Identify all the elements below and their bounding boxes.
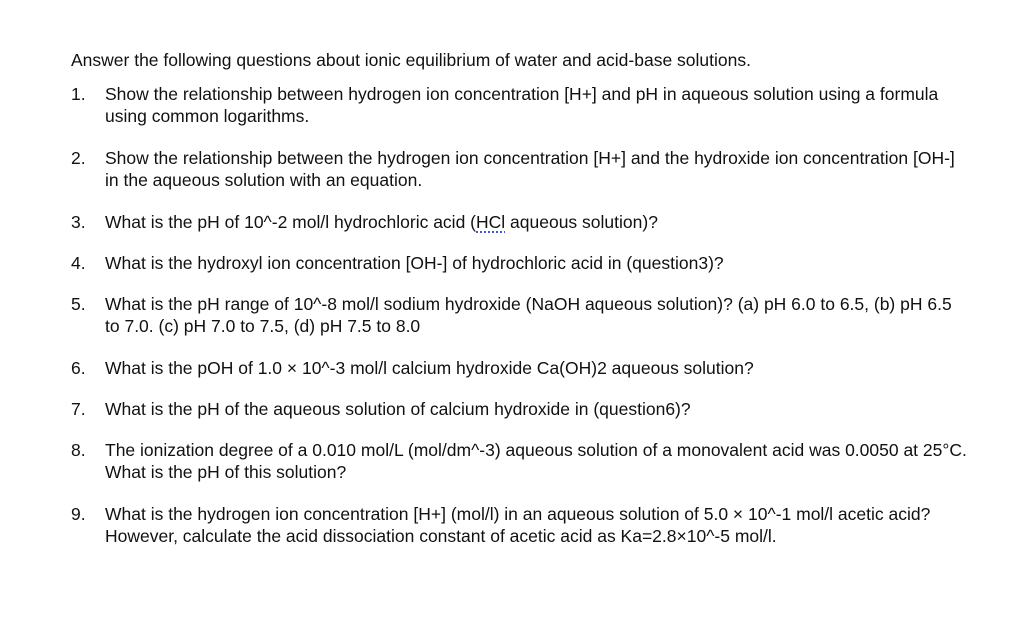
question-5 xyxy=(71,293,971,337)
question-number: 1. xyxy=(71,84,86,104)
question-text-part: aqueous solution)? xyxy=(505,212,658,232)
question-text: What is the hydroxyl ion concentration [OH-] of hydrochloric acid in (question3)? xyxy=(105,253,724,273)
question-number: 6. xyxy=(71,358,86,378)
question-8 xyxy=(71,439,971,483)
question-text: The ionization degree of a 0.010 mol/L (mol/dm^-3) aqueous solution of a monovalent acid was 0.0050 at 25°C. What is the pH of this solution? xyxy=(105,440,967,482)
question-number: 9. xyxy=(71,504,86,524)
question-number: 5. xyxy=(71,294,86,314)
question-number: 8. xyxy=(71,440,86,460)
question-text: Show the relationship between hydrogen ion concentration [H+] and pH in aqueous solution using a formula using common logarithms. xyxy=(105,84,939,126)
question-1 xyxy=(71,83,971,127)
question-text-part: What is the pH of 10^-2 mol/l hydrochloric acid ( xyxy=(105,212,476,232)
question-text: Show the relationship between the hydrogen ion concentration [H+] and the hydroxide ion concentration [OH-] in the aqueous solution with an equation. xyxy=(105,148,955,190)
question-number: 7. xyxy=(71,399,86,419)
intro-text: Answer the following questions about ionic equilibrium of water and acid-base solutions. xyxy=(71,50,751,70)
question-3 xyxy=(71,211,971,233)
question-list xyxy=(71,83,971,547)
question-9 xyxy=(71,503,971,547)
question-number: 3. xyxy=(71,212,86,232)
question-number: 4. xyxy=(71,253,86,273)
question-text: What is the hydrogen ion concentration [H+] (mol/l) in an aqueous solution of 5.0 × 10^-1 mol/l acetic acid? However, calculate the acid dissociation constant of acetic acid as Ka=2.8×10^-5 mol/l. xyxy=(105,504,931,546)
spellcheck-marked-word[interactable]: HCl xyxy=(476,212,506,232)
question-text: What is the pOH of 1.0 × 10^-3 mol/l calcium hydroxide Ca(OH)2 aqueous solution? xyxy=(105,358,754,378)
question-4 xyxy=(71,252,971,274)
question-text: What is the pH range of 10^-8 mol/l sodium hydroxide (NaOH aqueous solution)? (a) pH 6.0 to 6.5, (b) pH 6.5 to 7.0. (c) pH 7.0 to 7.5, (d) pH 7.5 to 8.0 xyxy=(105,294,952,336)
question-2 xyxy=(71,147,971,191)
question-6 xyxy=(71,357,971,379)
document-body xyxy=(71,49,971,567)
question-number: 2. xyxy=(71,148,86,168)
question-text xyxy=(105,212,658,232)
question-7 xyxy=(71,398,971,420)
question-text: What is the pH of the aqueous solution of calcium hydroxide in (question6)? xyxy=(105,399,691,419)
